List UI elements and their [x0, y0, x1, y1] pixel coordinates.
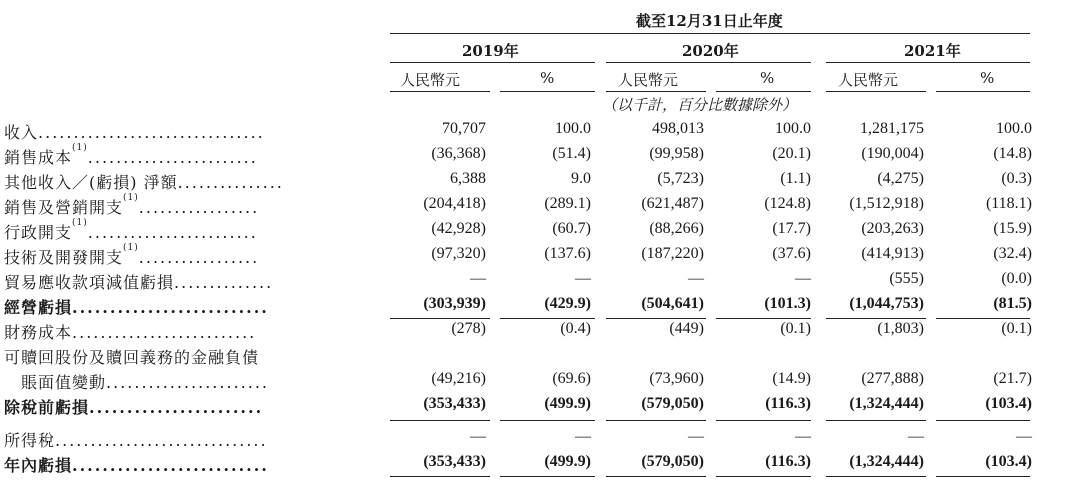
cell-value: (621,487): [641, 195, 704, 212]
rule-pct-2020: [716, 91, 811, 92]
total-rule: [936, 476, 1030, 477]
leader-dots: ........................: [87, 148, 258, 167]
cell-value: (579,050): [641, 395, 704, 412]
row-label: [4, 270, 273, 293]
total-rule: [390, 318, 490, 319]
cell-value: (37.6): [772, 245, 811, 262]
row-label: [4, 145, 258, 168]
row-label-text: 經營虧損: [4, 298, 73, 317]
row-label: [4, 453, 269, 476]
cell-value: (0.0): [1001, 270, 1032, 287]
cell-value: (353,433): [423, 395, 486, 412]
cell-value: (303,939): [423, 295, 486, 312]
cell-value: (0.1): [1001, 320, 1032, 337]
row-label-text: 行政開支: [4, 223, 73, 242]
col-pct-2020: %: [760, 69, 775, 87]
leader-dots: ........................: [87, 223, 258, 242]
cell-value: 1,281,175: [860, 120, 924, 137]
row-label-text: 賬面值變動: [4, 373, 107, 392]
cell-value: —: [470, 428, 486, 445]
leader-dots: ...............: [177, 173, 284, 192]
cell-value: (81.5): [993, 295, 1032, 312]
year-2019: 2019年: [462, 42, 519, 60]
rule-pct-2021: [936, 91, 1030, 92]
cell-value: (1,324,444): [849, 395, 924, 412]
cell-value: 70,707: [442, 120, 486, 137]
row-label-text: 收入: [4, 123, 39, 142]
cell-value: (499.9): [544, 453, 591, 470]
cell-value: 9.0: [571, 170, 591, 187]
unit-note: （以千計，百分比數據除外）: [602, 96, 798, 114]
leader-dots: ..........................: [72, 323, 257, 342]
total-rule: [606, 318, 706, 319]
leader-dots: ................................: [38, 123, 265, 142]
cell-value: (1,044,753): [849, 295, 924, 312]
total-rule: [716, 476, 811, 477]
row-label-text: 銷售及營銷開支: [4, 198, 124, 217]
cell-value: (187,220): [641, 245, 704, 262]
cell-value: 100.0: [555, 120, 591, 137]
cell-value: (204,418): [423, 195, 486, 212]
rule-2019: [390, 62, 595, 63]
cell-value: —: [470, 270, 486, 287]
row-label: [4, 345, 259, 368]
cell-value: (1,803): [877, 320, 924, 337]
total-rule: [826, 420, 926, 421]
leader-dots: .......................: [106, 373, 269, 392]
col-rmb-2020: 人民幣元: [618, 71, 679, 89]
cell-value: (49,216): [431, 370, 486, 387]
col-pct-2021: %: [980, 69, 995, 87]
row-label: [4, 245, 259, 268]
cell-value: (277,888): [861, 370, 924, 387]
cell-value: (5,723): [657, 170, 704, 187]
cell-value: —: [575, 270, 591, 287]
cell-value: (116.3): [765, 453, 811, 470]
footnote-marker: (1): [123, 243, 139, 253]
cell-value: (499.9): [544, 395, 591, 412]
cell-value: (124.8): [764, 195, 811, 212]
cell-value: (32.4): [993, 245, 1032, 262]
cell-value: (14.8): [993, 145, 1032, 162]
row-label-text: 貿易應收款項減值虧損: [4, 273, 175, 292]
cell-value: (0.4): [560, 320, 591, 337]
leader-dots: ..........................: [72, 456, 269, 475]
cell-value: (88,266): [649, 220, 704, 237]
cell-value: (137.6): [544, 245, 591, 262]
rule-rmb-2019: [390, 91, 490, 92]
cell-value: 100.0: [775, 120, 811, 137]
year-2021: 2021年: [904, 42, 961, 60]
footnote-marker: (1): [72, 218, 88, 228]
leader-dots: .................: [138, 198, 260, 217]
col-rmb-2021: 人民幣元: [838, 71, 899, 89]
cell-value: (21.7): [993, 370, 1032, 387]
cell-value: —: [575, 428, 591, 445]
total-rule: [826, 476, 926, 477]
leader-dots: ..........................: [72, 298, 269, 317]
cell-value: (97,320): [431, 245, 486, 262]
year-2020: 2020年: [682, 42, 739, 60]
row-label: [4, 428, 268, 451]
cell-value: —: [1016, 428, 1032, 445]
cell-value: (20.1): [772, 145, 811, 162]
cell-value: —: [795, 428, 811, 445]
cell-value: (118.1): [985, 195, 1032, 212]
cell-value: (60.7): [552, 220, 591, 237]
total-rule: [500, 420, 595, 421]
cell-value: (4,275): [877, 170, 924, 187]
row-label: [4, 320, 256, 343]
row-label-text: 所得稅: [4, 431, 56, 450]
rule-rmb-2021: [826, 91, 926, 92]
row-label: [4, 195, 259, 218]
cell-value: (0.1): [780, 320, 811, 337]
cell-value: (1.1): [780, 170, 811, 187]
cell-value: (579,050): [641, 453, 704, 470]
rule-2021: [826, 62, 1030, 63]
cell-value: (17.7): [772, 220, 811, 237]
total-rule: [826, 318, 926, 319]
cell-value: 498,013: [652, 120, 704, 137]
total-rule: [606, 420, 706, 421]
row-label-text: 其他收入／(虧損) 淨額: [4, 173, 178, 192]
cell-value: —: [688, 270, 704, 287]
rule-2020: [606, 62, 811, 63]
cell-value: (278): [451, 320, 486, 337]
row-label: [4, 395, 263, 418]
leader-dots: .................: [138, 248, 260, 267]
cell-value: (101.3): [764, 295, 811, 312]
cell-value: (414,913): [861, 245, 924, 262]
total-rule: [606, 476, 706, 477]
rule-pct-2019: [500, 91, 595, 92]
cell-value: (190,004): [861, 145, 924, 162]
rule-rmb-2020: [606, 91, 706, 92]
cell-value: (504,641): [641, 295, 704, 312]
row-label-text: 銷售成本: [4, 148, 73, 167]
cell-value: (42,928): [431, 220, 486, 237]
leader-dots: ..............................: [55, 431, 268, 450]
cell-value: (15.9): [993, 220, 1032, 237]
cell-value: 6,388: [450, 170, 486, 187]
cell-value: (289.1): [544, 195, 591, 212]
cell-value: (99,958): [649, 145, 704, 162]
cell-value: (14.9): [772, 370, 811, 387]
cell-value: (1,324,444): [849, 453, 924, 470]
footnote-marker: (1): [72, 143, 88, 153]
total-rule: [500, 318, 595, 319]
col-rmb-2019: 人民幣元: [400, 71, 461, 89]
cell-value: (0.3): [1001, 170, 1032, 187]
row-label: [4, 295, 269, 318]
footnote-marker: (1): [123, 193, 139, 203]
cell-value: (203,263): [861, 220, 924, 237]
cell-value: —: [688, 428, 704, 445]
row-label: [4, 220, 258, 243]
cell-value: (1,512,918): [849, 195, 924, 212]
total-rule: [936, 318, 1030, 319]
leader-dots: ..............: [174, 273, 274, 292]
row-label: [4, 370, 269, 393]
leader-dots: .......................: [89, 398, 264, 417]
cell-value: (353,433): [423, 453, 486, 470]
cell-value: (103.4): [985, 395, 1032, 412]
total-rule: [390, 420, 490, 421]
row-label: [4, 120, 265, 143]
total-rule: [716, 318, 811, 319]
cell-value: 100.0: [996, 120, 1032, 137]
period-title: 截至12月31日止年度: [636, 12, 783, 30]
total-rule: [390, 476, 490, 477]
cell-value: (103.4): [985, 453, 1032, 470]
total-rule: [716, 420, 811, 421]
header-rule-top: [390, 33, 1030, 34]
row-label-text: 技術及開發開支: [4, 248, 124, 267]
cell-value: (116.3): [765, 395, 811, 412]
row-label-text: 除稅前虧損: [4, 398, 90, 417]
cell-value: (555): [889, 270, 924, 287]
row-label-text: 可贖回股份及贖回義務的金融負債: [4, 348, 260, 367]
cell-value: (449): [669, 320, 704, 337]
row-label-text: 財務成本: [4, 323, 73, 342]
cell-value: —: [795, 270, 811, 287]
cell-value: (69.6): [552, 370, 591, 387]
total-rule: [500, 476, 595, 477]
row-label: [4, 170, 284, 193]
row-label-text: 年內虧損: [4, 456, 73, 475]
cell-value: (51.4): [552, 145, 591, 162]
total-rule: [936, 420, 1030, 421]
col-pct-2019: %: [540, 69, 555, 87]
cell-value: (36,368): [431, 145, 486, 162]
cell-value: (429.9): [544, 295, 591, 312]
cell-value: (73,960): [649, 370, 704, 387]
cell-value: —: [908, 428, 924, 445]
